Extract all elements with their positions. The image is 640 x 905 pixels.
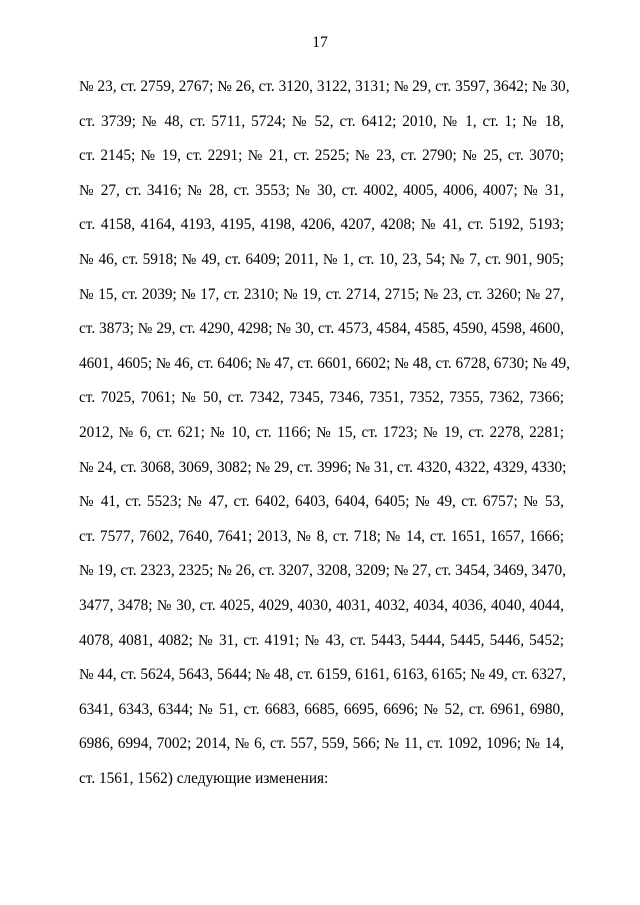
text-line: 4078, 4081, 4082; № 31, ст. 4191; № 43, ст. 5443, 5444, 5445, 5446, 5452; xyxy=(79,631,564,649)
text-line: ст. 2145; № 19, ст. 2291; № 21, ст. 2525; № 23, ст. 2790; № 25, ст. 3070; xyxy=(79,147,564,165)
page-number: 17 xyxy=(312,34,328,51)
text-line: № 19, ст. 2323, 2325; № 26, ст. 3207, 3208, 3209; № 27, ст. 3454, 3469, 3470, xyxy=(79,562,566,580)
text-line: ст. 4158, 4164, 4193, 4195, 4198, 4206, 4207, 4208; № 41, ст. 5192, 5193; xyxy=(79,216,564,234)
body-text xyxy=(79,70,570,796)
text-line: № 27, ст. 3416; № 28, ст. 3553; № 30, ст. 4002, 4005, 4006, 4007; № 31, xyxy=(79,181,564,199)
text-line: 3477, 3478; № 30, ст. 4025, 4029, 4030, 4031, 4032, 4034, 4036, 4040, 4044, xyxy=(79,596,564,614)
text-line: ст. 7577, 7602, 7640, 7641; 2013, № 8, ст. 718; № 14, ст. 1651, 1657, 1666; xyxy=(79,527,564,545)
text-line: 2012, № 6, ст. 621; № 10, ст. 1166; № 15, ст. 1723; № 19, ст. 2278, 2281; xyxy=(79,423,564,441)
text-line: 6986, 6994, 7002; 2014, № 6, ст. 557, 559, 566; № 11, ст. 1092, 1096; № 14, xyxy=(79,735,564,753)
text-line: ст. 7025, 7061; № 50, ст. 7342, 7345, 7346, 7351, 7352, 7355, 7362, 7366; xyxy=(79,389,564,407)
text-line: № 24, ст. 3068, 3069, 3082; № 29, ст. 3996; № 31, ст. 4320, 4322, 4329, 4330; xyxy=(79,458,567,476)
text-line: № 23, ст. 2759, 2767; № 26, ст. 3120, 3122, 3131; № 29, ст. 3597, 3642; № 30, xyxy=(79,78,570,95)
text-line: № 41, ст. 5523; № 47, ст. 6402, 6403, 6404, 6405; № 49, ст. 6757; № 53, xyxy=(79,493,564,511)
text-line: ст. 3873; № 29, ст. 4290, 4298; № 30, ст. 4573, 4584, 4585, 4590, 4598, 4600, xyxy=(79,320,564,338)
text-line: № 44, ст. 5624, 5643, 5644; № 48, ст. 6159, 6161, 6163, 6165; № 49, ст. 6327, xyxy=(79,666,566,684)
text-line: 4601, 4605; № 46, ст. 6406; № 47, ст. 6601, 6602; № 48, ст. 6728, 6730; № 49, xyxy=(79,354,570,372)
text-line-last: ст. 1561, 1562) следующие изменения: xyxy=(79,769,329,787)
text-line: 6341, 6343, 6344; № 51, ст. 6683, 6685, 6695, 6696; № 52, ст. 6961, 6980, xyxy=(79,700,564,718)
text-line: ст. 3739; № 48, ст. 5711, 5724; № 52, ст. 6412; 2010, № 1, ст. 1; № 18, xyxy=(79,112,564,130)
text-line: № 46, ст. 5918; № 49, ст. 6409; 2011, № 1, ст. 10, 23, 54; № 7, ст. 901, 905; xyxy=(79,250,564,268)
text-line: № 15, ст. 2039; № 17, ст. 2310; № 19, ст. 2714, 2715; № 23, ст. 3260; № 27, xyxy=(79,285,564,303)
